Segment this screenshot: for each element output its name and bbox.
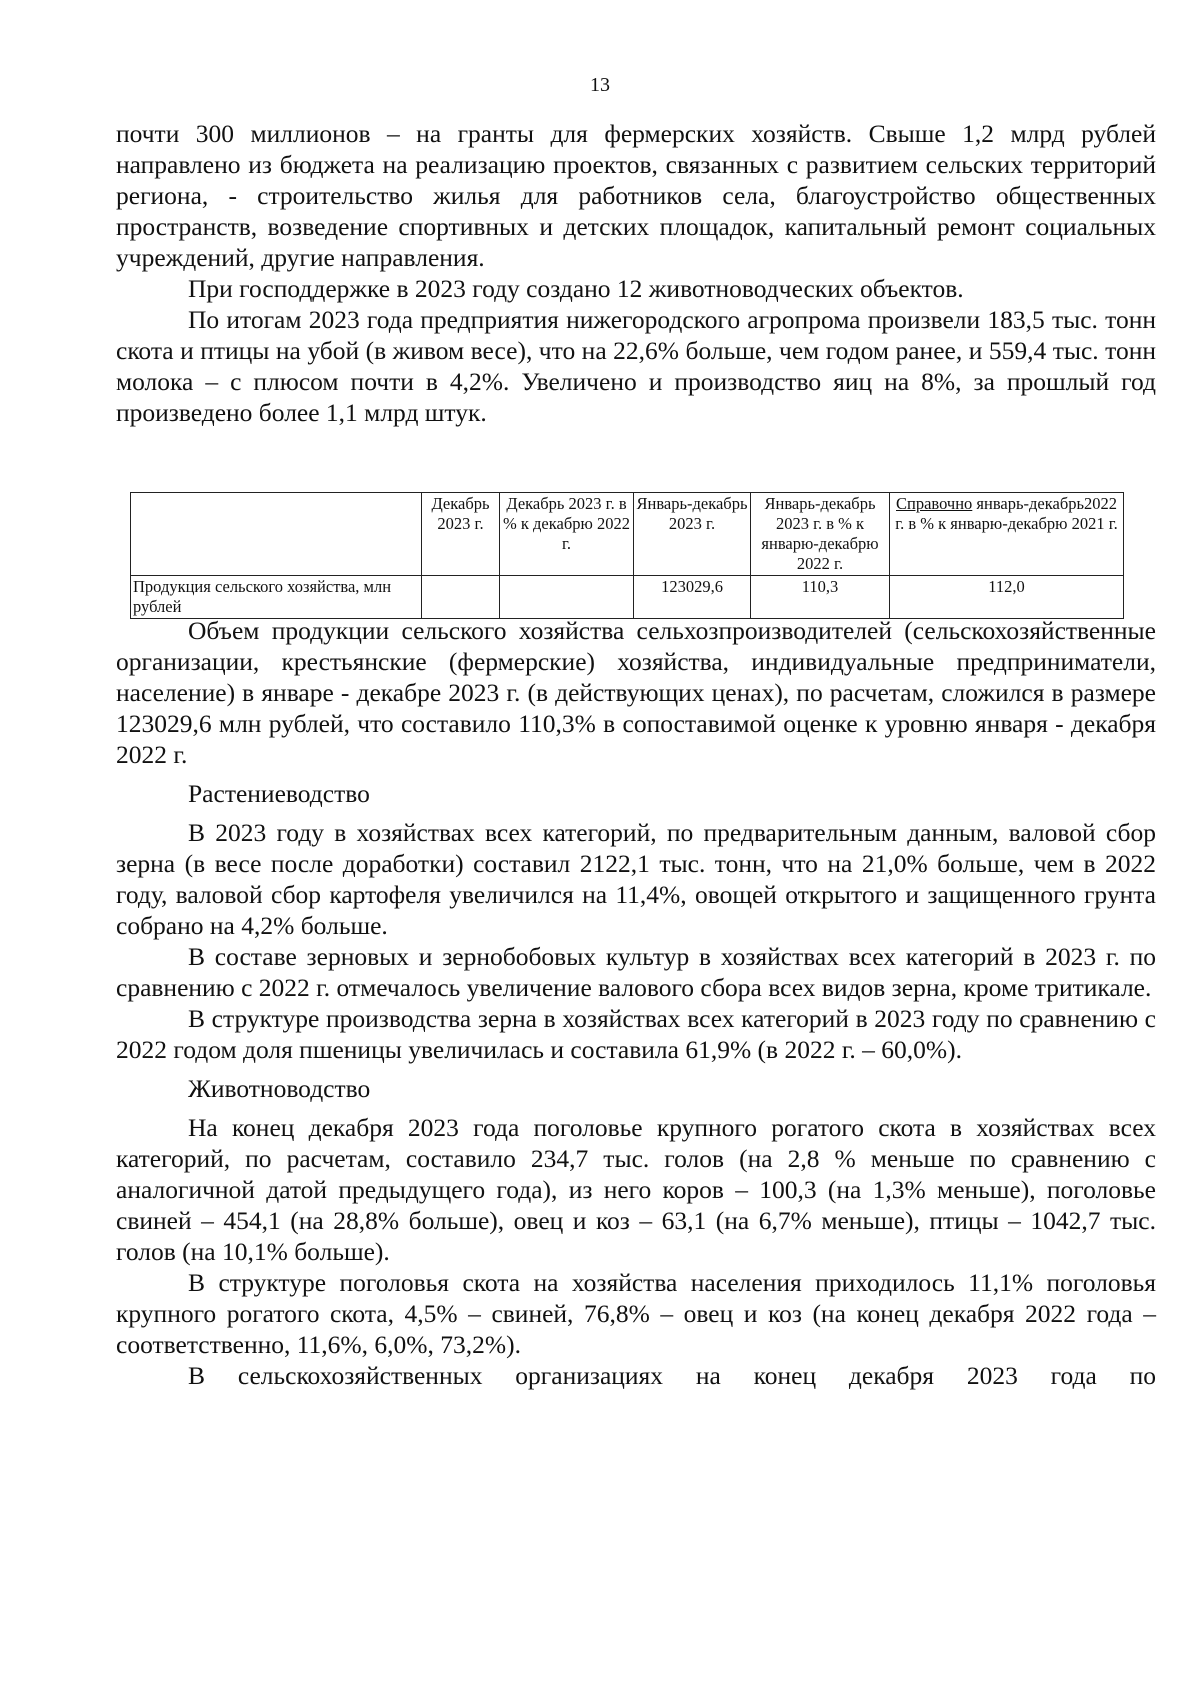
paragraph-production-results: По итогам 2023 года предприятия нижегородского агропрома произвели 183,5 тыс. тонн скота и птицы на убой (в живом весе), что на 22,6% больше, чем годом ранее, и 559,4 тыс. тонн молока – с плюсом почти в 4,2%. Увеличено и производство яиц на 8%, за прошлый год произведено более 1,1 млрд штук. xyxy=(116,305,1156,427)
reference-header-text: январь-декабрь2022 г. в % к январю-декабрю 2021 г. xyxy=(895,494,1118,533)
table-header-empty xyxy=(131,493,422,576)
table-header-dec-pct: Декабрь 2023 г. в % к декабрю 2022 г. xyxy=(500,493,634,576)
cell-dec-pct xyxy=(500,576,634,619)
heading-animal-husbandry: Животноводство xyxy=(188,1074,371,1103)
paragraph-grain-harvest: В 2023 году в хозяйствах всех категорий, по предварительным данным, валовой сбор зерна (в весе после доработки) составил 2122,1 тыс. тонн, что на 21,0% больше, чем в 2022 году, валовой сбор картофеля увеличился на 11,4%, овощей открытого и защищенного грунта собрано на 4,2% больше. xyxy=(116,818,1156,940)
paragraph-grants: почти 300 миллионов – на гранты для фермерских хозяйств. Свыше 1,2 млрд рублей направлено из бюджета на реализацию проектов, связанных с развитием сельских территорий региона, - строительство жилья для работников села, благоустройство общественных пространств, возведение спортивных и детских площадок, капитальный ремонт социальных учреждений, другие направления. xyxy=(116,119,1156,272)
table-header-row xyxy=(131,493,1124,576)
agri-production-table xyxy=(130,492,1124,619)
paragraph-wheat-share: В структуре производства зерна в хозяйствах всех категорий в 2023 году по сравнению с 2022 годом доля пшеницы увеличилась и составила 61,9% (в 2022 г. – 60,0%). xyxy=(116,1004,1156,1064)
cell-jan-dec-pct: 110,3 xyxy=(751,576,890,619)
reference-label: Справочно xyxy=(896,494,973,513)
heading-crop-production: Растениеводство xyxy=(188,779,370,808)
paragraph-agri-organizations: В сельскохозяйственных организациях на конец декабря 2023 года по xyxy=(188,1361,1156,1390)
table-row xyxy=(131,576,1124,619)
paragraph-livestock-structure: В структуре поголовья скота на хозяйства населения приходилось 11,1% поголовья крупного рогатого скота, 4,5% – свиней, 76,8% – овец и коз (на конец декабря 2022 года – соответственно, 11,6%, 6,0%, 73,2%). xyxy=(116,1268,1156,1359)
row-label: Продукция сельского хозяйства, млн рублей xyxy=(131,576,422,619)
table-header-reference xyxy=(890,493,1124,576)
paragraph-cattle: На конец декабря 2023 года поголовье крупного рогатого скота в хозяйствах всех категорий, по расчетам, составило 234,7 тыс. голов (на 2,8 % меньше по сравнению с аналогичной датой предыдущего года), из него коров – 100,3 (на 1,3% меньше), поголовье свиней – 454,1 (на 28,8% больше), овец и коз – 63,1 (на 6,7% меньше), птицы – 1042,7 тыс. голов (на 10,1% больше). xyxy=(116,1113,1156,1266)
cell-dec-2023 xyxy=(422,576,500,619)
cell-jan-dec-2023: 123029,6 xyxy=(634,576,751,619)
table-header-jan-dec-2023: Январь-декабрь 2023 г. xyxy=(634,493,751,576)
text-block-main xyxy=(116,615,1156,1391)
paragraph-grain-crops: В составе зерновых и зернобобовых культур в хозяйствах всех категорий в 2023 г. по сравнению с 2022 г. отмечалось увеличение валового сбора всех видов зерна, кроме тритикале. xyxy=(116,942,1156,1002)
paragraph-volume: Объем продукции сельского хозяйства сельхозпроизводителей (сельскохозяйственные организации, крестьянские (фермерские) хозяйства, индивидуальные предприниматели, население) в январе - декабре 2023 г. (в действующих ценах), по расчетам, сложился в размере 123029,6 млн рублей, что составило 110,3% в сопоставимой оценке к уровню января - декабря 2022 г. xyxy=(116,616,1156,769)
table-header-dec-2023: Декабрь 2023 г. xyxy=(422,493,500,576)
text-block-top xyxy=(116,118,1156,428)
paragraph-livestock-objects: При господдержке в 2023 году создано 12 животноводческих объектов. xyxy=(188,274,964,303)
table-header-jan-dec-pct: Январь-декабрь 2023 г. в % к январю-декабрю 2022 г. xyxy=(751,493,890,576)
cell-reference-pct: 112,0 xyxy=(890,576,1124,619)
page-number: 13 xyxy=(590,74,610,96)
